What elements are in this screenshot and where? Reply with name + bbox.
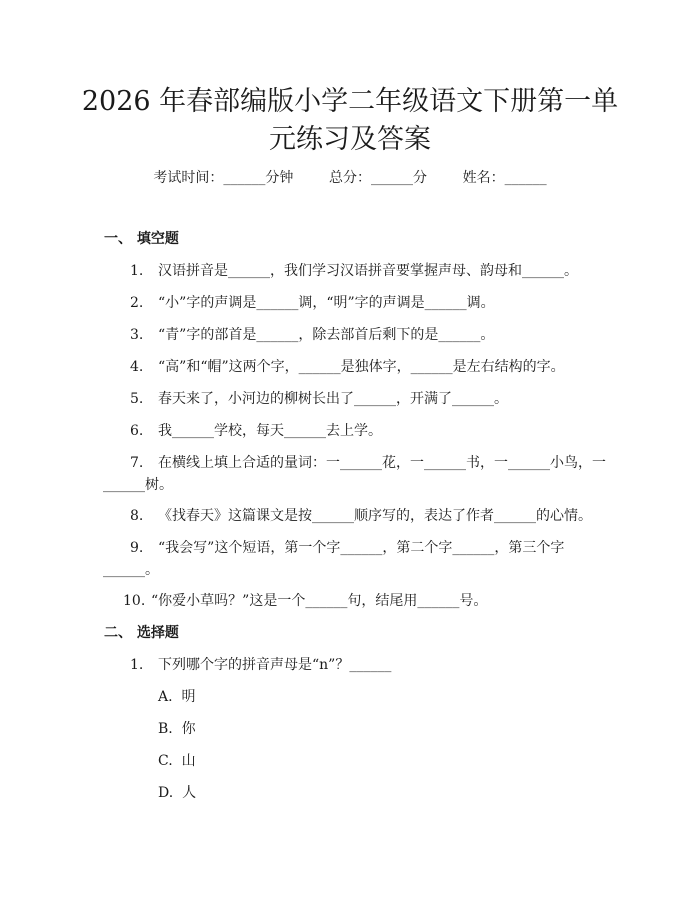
total-score-field: 总分：______分 <box>329 170 427 186</box>
choice-option-d: D. 人 <box>158 785 197 801</box>
question-9-continuation: ______。 <box>103 562 159 578</box>
question-3: 3. “青”字的部首是______，除去部首后剩下的是______。 <box>130 327 495 343</box>
choice-option-b: B. 你 <box>158 721 196 737</box>
section-heading-fill-in: 一、 填空题 <box>104 231 179 247</box>
question-1: 1. 汉语拼音是______，我们学习汉语拼音要掌握声母、韵母和______。 <box>130 263 578 279</box>
question-5: 5. 春天来了，小河边的柳树长出了______，开满了______。 <box>130 391 508 407</box>
page-title-line-2: 元练习及答案 <box>269 124 431 155</box>
question-8: 8. 《找春天》这篇课文是按______顺序写的，表达了作者______的心情。 <box>130 508 592 524</box>
exam-meta <box>0 168 700 188</box>
choice-option-a: A. 明 <box>158 689 196 705</box>
question-7: 7. 在横线上填上合适的量词：一______花，一______书，一______小鸟，一 <box>130 455 606 471</box>
question-6: 6. 我______学校，每天______去上学。 <box>130 423 382 439</box>
page-title-line-1: 2026 年春部编版小学二年级语文下册第一单 <box>81 86 619 117</box>
question-7-continuation: ______树。 <box>103 477 173 493</box>
question-4: 4. “高”和“帽”这两个字，______是独体字，______是左右结构的字。 <box>130 359 565 375</box>
question-9: 9. “我会写”这个短语，第一个字______，第二个字______，第三个字 <box>130 540 565 556</box>
section-heading-multiple-choice: 二、 选择题 <box>104 625 179 641</box>
choice-option-c: C. 山 <box>158 753 196 769</box>
exam-time-field: 考试时间：______分钟 <box>153 170 294 186</box>
question-2: 2. “小”字的声调是______调，“明”字的声调是______调。 <box>130 295 495 311</box>
choice-question-1: 1. 下列哪个字的拼音声母是“n”？______ <box>130 657 392 673</box>
student-name-field: 姓名：______ <box>462 170 547 186</box>
question-10: 10. “你爱小草吗？”这是一个______句，结尾用______号。 <box>123 593 488 609</box>
